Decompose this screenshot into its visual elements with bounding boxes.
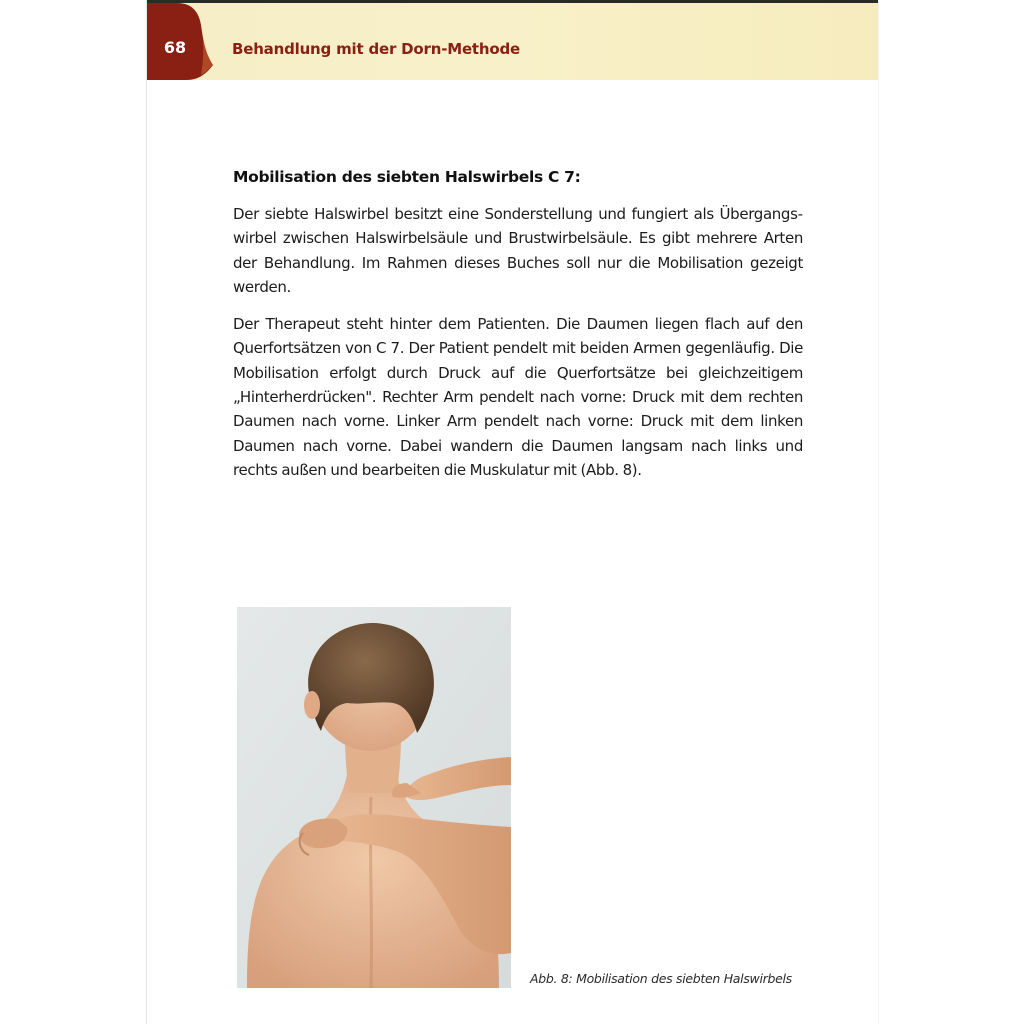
page-number: 68 — [163, 38, 187, 57]
paragraph-1: Der siebte Halswirbel besitzt eine Sonderstellung und fungiert als Übergangswirbel zwischen Halswirbelsäule und Brustwirbelsäule. Es gibt mehrere Arten der Behandlung. Im Rahmen dieses Buches soll nur die Mobilisation gezeigt werden. — [233, 205, 803, 296]
running-head: Behandlung mit der Dorn-Methode — [232, 40, 520, 58]
section-heading: Mobilisation des siebten Halswirbels C 7: — [233, 168, 581, 186]
page-edge-left — [146, 0, 147, 1024]
main-content — [233, 166, 803, 495]
figure-caption: Abb. 8: Mobilisation des siebten Halswirbels — [530, 971, 792, 986]
figure-photo — [237, 607, 511, 988]
paragraph-2: Der Therapeut steht hinter dem Patienten. Die Daumen liegen flach auf den Querfortsätzen von C 7. Der Patient pendelt mit beiden Armen gegenläufig. Die Mobilisation erfolgt durch Druck auf die Querfortsätze bei gleichzeitigem „Hinterherdrücken". Rechter Arm pendelt nach vorne: Druck mit dem rechten Daumen nach vorne. Linker Arm pendelt nach vorne: Druck mit dem linken Daumen nach vorne. Dabei wandern die Daumen langsam nach links und rechts außen und bearbeiten die Muskulatur mit (Abb. 8). — [233, 315, 803, 479]
page-edge-right — [878, 0, 879, 1024]
photo-back-treatment-icon — [237, 607, 511, 988]
